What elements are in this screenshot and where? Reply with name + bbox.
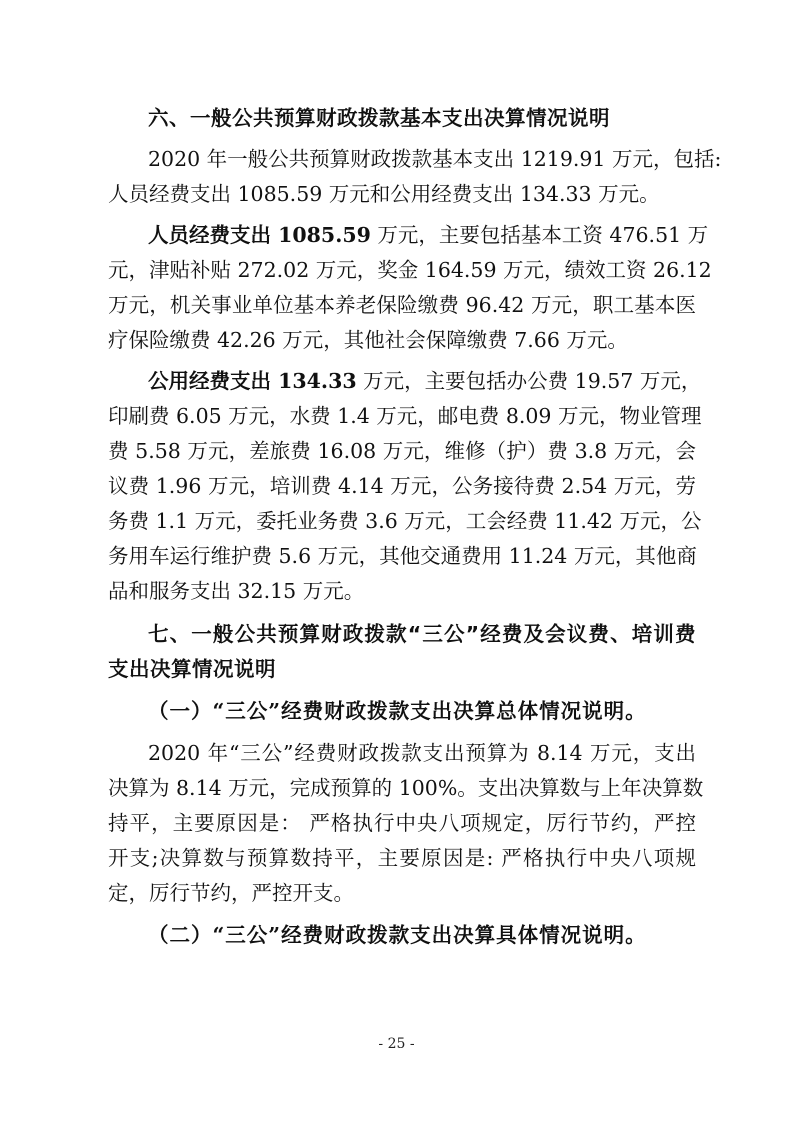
public-expense-line-4: 议费 1.96 万元，培训费 4.14 万元，公务接待费 2.54 万元，劳	[108, 474, 696, 498]
personnel-expense-amount: 1085.59	[278, 223, 371, 247]
section-6-intro-line-1: 2020 年一般公共预算财政拨款基本支出 1219.91 万元，包括:	[148, 147, 722, 171]
personnel-expense-line-4: 疗保险缴费 42.26 万元，其他社会保障缴费 7.66 万元。	[108, 328, 628, 352]
personnel-expense-rest: 万元，主要包括基本工资 476.51 万	[377, 223, 709, 247]
subsection-1-heading: （一）“三公”经费财政拨款支出决算总体情况说明。	[148, 699, 647, 723]
page-number: - 25 -	[378, 1036, 415, 1052]
public-expense-line-2: 印刷费 6.05 万元，水费 1.4 万元，邮电费 8.09 万元，物业管理	[108, 404, 702, 428]
personnel-expense-line-3: 万元，机关事业单位基本养老保险缴费 96.42 万元，职工基本医	[108, 293, 696, 317]
public-expense-label: 公用经费支出	[148, 369, 271, 393]
personnel-expense-label: 人员经费支出	[148, 223, 271, 247]
section-6-heading: 六、一般公共预算财政拨款基本支出决算情况说明	[148, 106, 610, 130]
section-7-heading-line-1: 七、一般公共预算财政拨款“三公”经费及会议费、培训费	[148, 622, 696, 646]
subsection-1-line-4: 开支;决算数与预算数持平，主要原因是: 严格执行中央八项规	[108, 846, 696, 870]
public-expense-line-1	[148, 365, 702, 397]
subsection-2-heading: （二）“三公”经费财政拨款支出决算具体情况说明。	[148, 923, 647, 947]
personnel-expense-line-2: 元，津贴补贴 272.02 万元，奖金 164.59 万元，绩效工资 26.12	[108, 258, 712, 282]
subsection-1-line-5: 定，厉行节约，严控开支。	[108, 881, 354, 905]
public-expense-amount: 134.33	[278, 369, 357, 393]
personnel-expense-line-1	[148, 219, 709, 251]
subsection-1-line-3: 持平，主要原因是： 严格执行中央八项规定，厉行节约，严控	[108, 811, 696, 835]
subsection-1-line-2: 决算为 8.14 万元，完成预算的 100%。支出决算数与上年决算数	[108, 776, 704, 800]
public-expense-line-3: 费 5.58 万元，差旅费 16.08 万元，维修（护）费 3.8 万元，会	[108, 439, 696, 463]
public-expense-line-7: 品和服务支出 32.15 万元。	[108, 579, 365, 603]
subsection-1-line-1: 2020 年“三公”经费财政拨款支出预算为 8.14 万元，支出	[148, 741, 696, 765]
public-expense-line-5: 务费 1.1 万元，委托业务费 3.6 万元，工会经费 11.42 万元，公	[108, 509, 702, 533]
section-6-intro-line-2: 人员经费支出 1085.59 万元和公用经费支出 134.33 万元。	[108, 182, 660, 206]
public-expense-line-6: 务用车运行维护费 5.6 万元，其他交通费用 11.24 万元，其他商	[108, 544, 697, 568]
public-expense-rest: 万元，主要包括办公费 19.57 万元，	[363, 369, 702, 393]
section-7-heading-line-2: 支出决算情况说明	[108, 657, 276, 681]
